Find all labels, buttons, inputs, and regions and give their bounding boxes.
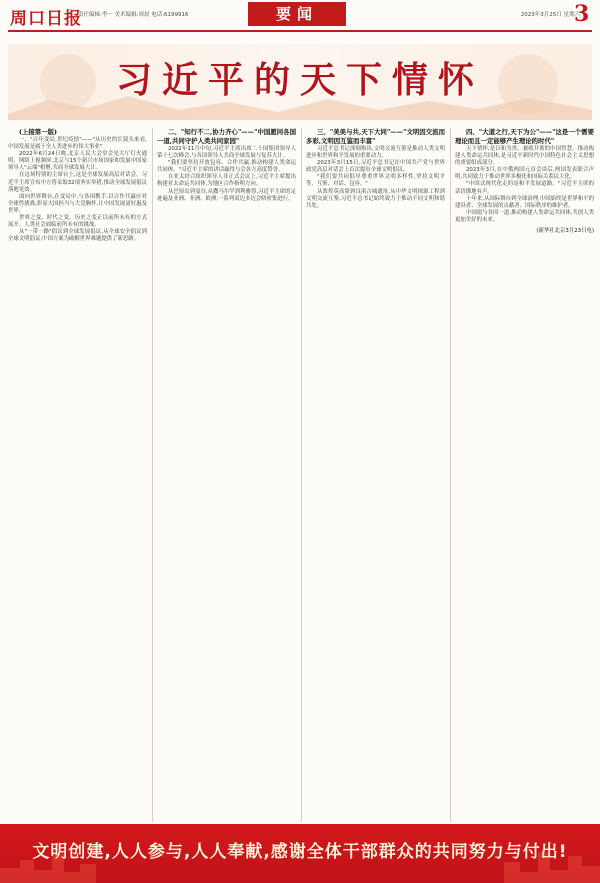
article-paragraph: 从敦煌莫高窟到良渚古城遗址,从中华文明探源工程到文明交流互鉴,习近平总书记始终致力于推动不同文明和谐共处。 xyxy=(306,188,445,209)
main-headline: 习近平的天下情怀 xyxy=(115,59,484,101)
article-paragraph: 2022年11月中旬,习近平主席出席二十国集团领导人第十七次峰会,与各国领导人共商全球发展与复苏大计。 xyxy=(157,146,296,160)
section-subheading: 二、"知行不二,协力齐心"——"中国愿同各国一道,共同守护人类共同家园" xyxy=(157,128,296,145)
article-paragraph: 从"一带一路"倡议到全球发展倡议,从全球安全倡议到全球文明倡议,中国方案为破解世界难题提供了新思路。 xyxy=(8,229,147,243)
section-title: 要闻 xyxy=(248,2,346,26)
article-body xyxy=(8,128,592,822)
article-paragraph: 2023年3月,在中俄两国元首会谈后,两国发表联合声明,共同致力于推动世界多极化和国际关系民主化。 xyxy=(455,167,594,181)
column-divider xyxy=(450,128,451,822)
headline-band xyxy=(8,44,592,120)
article-paragraph: 中国愿与各国一道,推动构建人类命运共同体,共创人类更加美好的未来。 xyxy=(455,209,594,223)
article-paragraph: "我们要坚持开放包容、合作共赢,推动构建人类命运共同体。"习近平主席的讲话赢得与会各方高度赞誉。 xyxy=(157,160,296,174)
section-subheading: 三、"美美与共,天下大同"——"文明因交流而多彩,文明因互鉴而丰富" xyxy=(306,128,445,145)
article-column-4 xyxy=(455,128,594,822)
article-column-3 xyxy=(306,128,445,822)
civic-banner xyxy=(0,824,600,883)
section-subheading: 四、"大道之行,天下为公"——"这是一个需要理论而且一定能够产生理论的时代" xyxy=(455,128,594,145)
masthead-rule xyxy=(8,30,592,32)
issue-date: 2023年3月25日 星期六 xyxy=(520,12,580,18)
article-column-2 xyxy=(157,128,296,822)
newspaper-logo: 周口日报 xyxy=(10,9,82,29)
article-paragraph: 面向世界舞台,在变局中,与各国携手,以合作共赢应对全球性挑战,彰显大国担当与大党胸怀,让中国发展更好惠及世界。 xyxy=(8,193,147,214)
continuation-note: (上接第一版) xyxy=(19,128,58,136)
page-number: 3 xyxy=(574,1,590,27)
article-paragraph: 在这场特别的主席台上,这是全球发展高层对话会。习近平主席宣布中方将采取32项务实举措,推动全球发展倡议落地见效。 xyxy=(8,172,147,193)
article-paragraph: 天下情怀,是以和为贵、兼收并蓄的中国智慧。推动构建人类命运共同体,是习近平新时代中国特色社会主义思想的重要组成部分。 xyxy=(455,146,594,167)
article-column-1 xyxy=(8,128,147,822)
column-divider xyxy=(152,128,153,822)
banner-slogan: 文明创建,人人参与,人人奉献,感谢全体干部群众的共同努力与付出! xyxy=(32,842,568,862)
article-paragraph: "中国式现代化走的是和平发展道路。"习近平主席的话语掷地有声。 xyxy=(455,181,594,195)
article-paragraph: 世界之变、时代之变、历史之变正以前所未有的方式展开。人类社会面临前所未有的挑战。 xyxy=(8,215,147,229)
article-paragraph: 习近平总书记深刻指出,文明交流互鉴是推动人类文明进步和世界和平发展的重要动力。 xyxy=(306,146,445,160)
article-paragraph: 2023年3月15日,习近平总书记在中国共产党与世界政党高层对话会上首次提出全球文明倡议。 xyxy=(306,160,445,174)
article-paragraph: 十年来,从国际舞台到全球治理,中国始终是世界和平的建设者、全球发展的贡献者、国际秩序的维护者。 xyxy=(455,195,594,209)
masthead xyxy=(0,0,600,30)
editor-info: 责任编辑:李一 美术编辑:周晨 电话:6199916 xyxy=(78,12,189,18)
article-credit: (新华社北京3月23日电) xyxy=(536,228,594,235)
column-divider xyxy=(301,128,302,822)
article-paragraph: 从巴厘岛到曼谷,从撒马尔罕到利雅得,习近平主席的足迹遍及亚洲、非洲、欧洲,一系列双边多边会晤密集进行。 xyxy=(157,188,296,202)
article-paragraph: 2022年6月24日晚,北京人民大会堂会见大厅灯火通明。网络上视频屏,北京与15个新兴市场国家和发展中国家领导人"云端"相聚,共商全球发展大计。 xyxy=(8,151,147,172)
article-paragraph: 一、"百年变局,世纪疫情"——"从历史的长镜头来看,中国发展是属于全人类进步的伟大事业" xyxy=(8,137,147,151)
article-paragraph: "我们要共同倡导尊重世界文明多样性,坚持文明平等、互鉴、对话、包容。" xyxy=(306,174,445,188)
article-paragraph: 在亚太经合组织领导人非正式会议上,习近平主席提出构建亚太命运共同体,为地区合作指明方向。 xyxy=(157,174,296,188)
